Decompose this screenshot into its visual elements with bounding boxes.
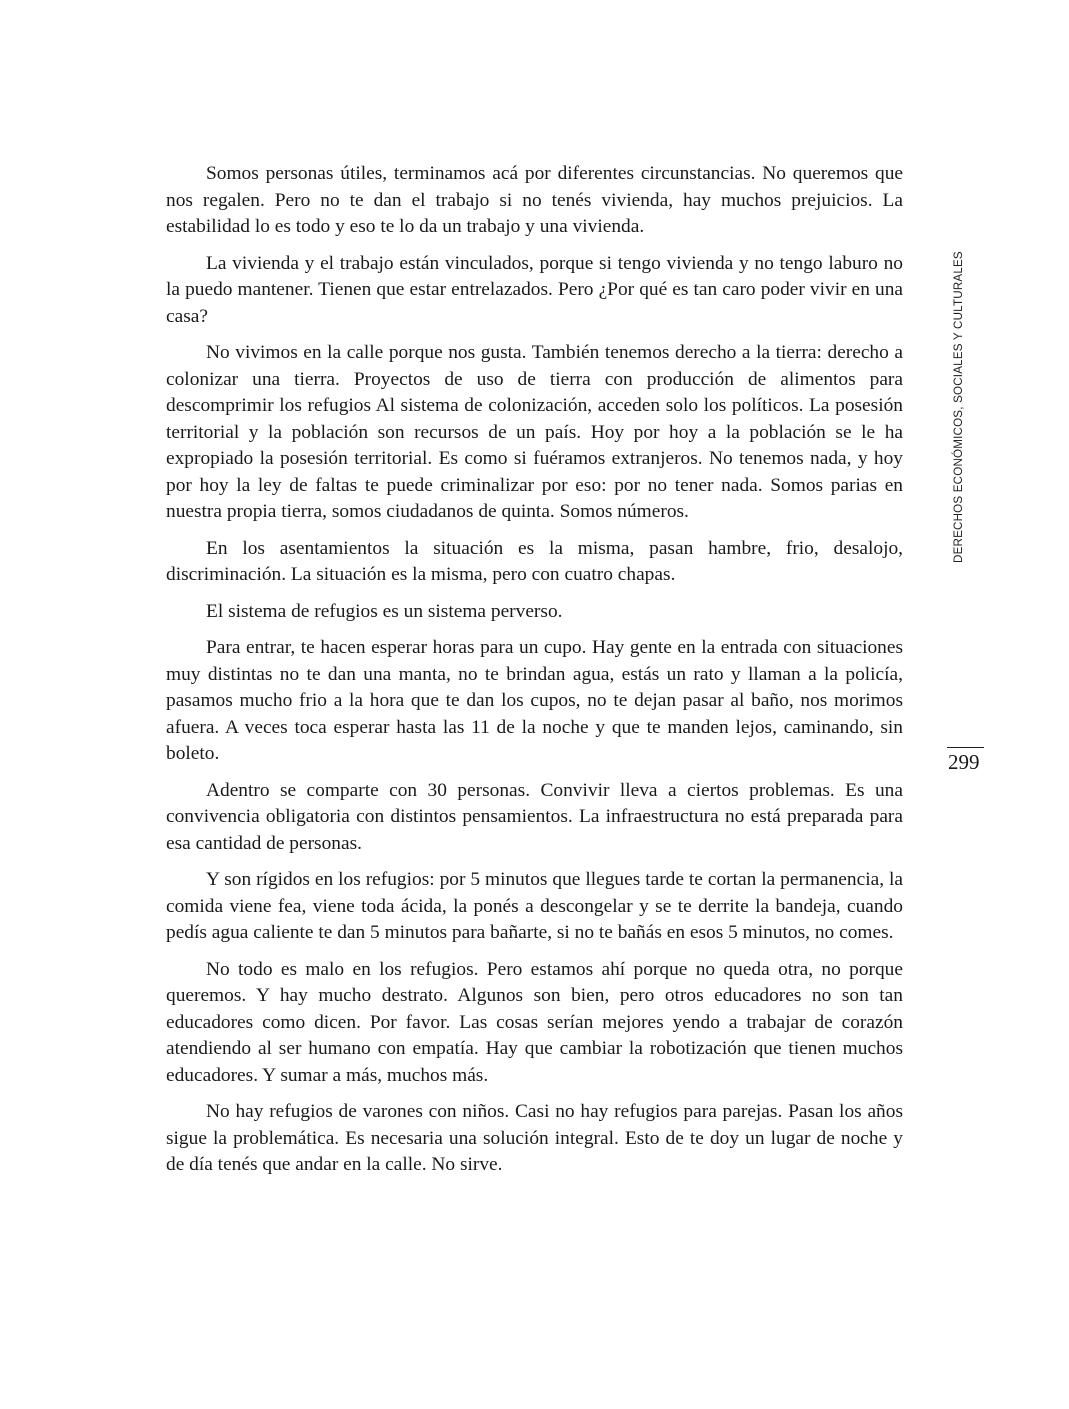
paragraph: No vivimos en la calle porque nos gusta. También tenemos derecho a la tierra: derecho a colonizar una tierra. Proyectos de uso de tierra con producción de alimentos para descomprimir los refugios Al sistema de colonización, acceden solo los políticos. La posesión territorial y la población son recursos de un país. Hoy por hoy a la población se le ha expropiado la posesión territorial. Es como si fuéramos extranjeros. No tenemos nada, y hoy por hoy la ley de faltas te puede criminalizar por eso: por no tener nada. Somos parias en nuestra propia tierra, somos ciudadanos de quinta. Somos números. (166, 342, 903, 522)
paragraph: Para entrar, te hacen esperar horas para un cupo. Hay gente en la entrada con situaciones muy distintas no te dan una manta, no te brindan agua, estás un rato y llaman a la policía, pasamos mucho frio a la hora que te dan los cupos, no te dejan pasar al baño, nos morimos afuera. A veces toca esperar hasta las 11 de la noche y que te manden lejos, caminando, sin boleto. (166, 637, 903, 764)
body-text (166, 161, 903, 1189)
paragraph: No todo es malo en los refugios. Pero estamos ahí porque no queda otra, no porque queremos. Y hay mucho destrato. Algunos son bien, pero otros educadores no son tan educadores como dicen. Por favor. Las cosas serían mejores yendo a trabajar de corazón atendiendo al ser humano con empatía. Hay que cambiar la robotización que tienen muchos educadores. Y sumar a más, muchos más. (166, 958, 903, 1086)
paragraph: La vivienda y el trabajo están vinculados, porque si tengo vivienda y no tengo laburo no la puedo mantener. Tienen que estar entrelazados. Pero ¿Por qué es tan caro poder vivir en una casa? (166, 252, 903, 327)
paragraph: El sistema de refugios es un sistema perverso. (206, 600, 563, 622)
running-header: DERECHOS ECONÓMICOS, SOCIALES Y CULTURALES (952, 251, 965, 563)
page-number: 299 (948, 750, 980, 774)
paragraph: Y son rígidos en los refugios: por 5 minutos que llegues tarde te cortan la permanencia, la comida viene fea, viene toda ácida, la ponés a descongelar y se te derrite la bandeja, cuando pedís agua caliente te dan 5 minutos para bañarte, si no te bañás en esos 5 minutos, no comes. (166, 869, 903, 943)
paragraph: No hay refugios de varones con niños. Casi no hay refugios para parejas. Pasan los años sigue la problemática. Es necesaria una solución integral. Esto de te doy un lugar de noche y de día tenés que andar en la calle. No sirve. (166, 1101, 903, 1175)
paragraph: En los asentamientos la situación es la misma, pasan hambre, frio, desalojo, discriminación. La situación es la misma, pero con cuatro chapas. (166, 537, 903, 585)
paragraph: Adentro se comparte con 30 personas. Convivir lleva a ciertos problemas. Es una convivencia obligatoria con distintos pensamientos. La infraestructura no está preparada para esa cantidad de personas. (166, 779, 903, 854)
paragraph: Somos personas útiles, terminamos acá por diferentes circunstancias. No queremos que nos regalen. Pero no te dan el trabajo si no tenés vivienda, hay muchos prejuicios. La estabilidad lo es todo y eso te lo da un trabajo y una vivienda. (166, 163, 903, 237)
